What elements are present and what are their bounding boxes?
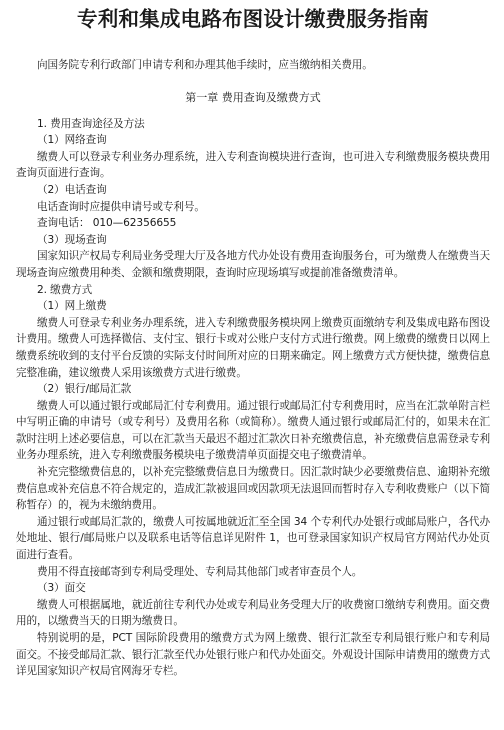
chapter-heading: 第一章 费用查询及缴费方式 xyxy=(185,90,321,104)
counter-payment-text-2: 特别说明的是，PCT 国际阶段费用的缴费方式为网上缴费、银行汇款至专利局银行账户和专利局面交。不接受邮局汇款、银行汇款至代办处银行账户和代办处面交。外观设计国际申请费用的缴费方式详见国家知识产权局官网海牙专栏。 xyxy=(16,632,490,678)
bank-remittance-text-4: 费用不得直接邮寄到专利局受理处、专利局其他部门或者审查员个人。 xyxy=(37,565,363,578)
onsite-query-text: 国家知识产权局专利局业务受理大厅及各地方代办处设有费用查询服务台，可为缴费人在缴费当天现场查询应缴费用种类、金额和缴费期限，查询时应现场填写或提前准备缴费清单。 xyxy=(16,250,490,279)
phone-query-label: （2）电话查询 xyxy=(37,183,107,196)
intro-paragraph: 向国务院专利行政部门申请专利和办理其他手续时，应当缴纳相关费用。 xyxy=(37,59,373,71)
bank-remittance-text-1: 缴费人可以通过银行或邮局汇付专利费用。通过银行或邮局汇付专利费用时，应当在汇款单附言栏中写明正确的申请号（或专利号）及费用名称（或简称）。缴费人通过银行或邮局汇付的，如果未在汇款时注明上述必要信息，可以在汇款当天最迟不超过汇款次日补充缴费信息，补充缴费信息需登录专利业务办理系统，进入专利缴费服务模块电子缴费清单页面提交电子缴费清单。 xyxy=(16,399,490,462)
online-query-label: （1）网络查询 xyxy=(37,134,107,147)
bank-remittance-label: （2）银行/邮局汇款 xyxy=(37,383,132,396)
chapter-block xyxy=(16,89,490,107)
counter-payment-label: （3）面交 xyxy=(37,582,86,595)
phone-query-text: 电话查询时应提供申请号或专利号。 xyxy=(37,200,205,213)
online-payment-text: 缴费人可登录专利业务办理系统，进入专利缴费服务模块网上缴费页面缴纳专利及集成电路布图设计费用。缴费人可选择微信、支付宝、银行卡或对公账户支付方式进行缴费。网上缴费的缴费日以网上缴费系统收到的支付平台反馈的实际支付时间所对应的日期来确定。网上缴费方式方便快捷，缴费信息完整准确，建议缴费人采用该缴费方式进行缴费。 xyxy=(16,316,490,379)
document-title: 专利和集成电路布图设计缴费服务指南 xyxy=(77,7,429,31)
bank-remittance-text-2: 补充完整缴费信息的，以补充完整缴费信息日为缴费日。因汇款时缺少必要缴费信息、逾期补充缴费信息或补充信息不符合规定的，造成汇款被退回或因款项无法退回而暂时存入专利收费账户（以下简称暂存）的，视为未缴纳费用。 xyxy=(16,466,490,512)
phone-query-number: 查询电话： 010—62356655 xyxy=(37,217,177,230)
onsite-query-label: （3）现场查询 xyxy=(37,233,107,246)
section-heading-payment-methods: 2. 缴费方式 xyxy=(37,283,93,296)
online-query-text: 缴费人可以登录专利业务办理系统，进入专利查询模块进行查询，也可进入专利缴费服务模块费用查询页面进行查询。 xyxy=(16,150,490,180)
counter-payment-text-1: 缴费人可根据属地，就近前往专利代办处或专利局业务受理大厅的收费窗口缴纳专利费用。面交费用的，以缴费当天的日期为缴费日。 xyxy=(16,598,490,628)
online-payment-label: （1）网上缴费 xyxy=(37,300,107,313)
bank-remittance-text-3: 通过银行或邮局汇款的，缴费人可按属地就近汇至全国 34 个专利代办处银行或邮局账户，各代办处地址、银行/邮局账户以及联系电话等信息详见附件 1，也可登录国家知识产权局官方网站代办处页面进行查看。 xyxy=(16,515,490,562)
section-heading-fee-query: 1. 费用查询途径及方法 xyxy=(37,117,145,130)
